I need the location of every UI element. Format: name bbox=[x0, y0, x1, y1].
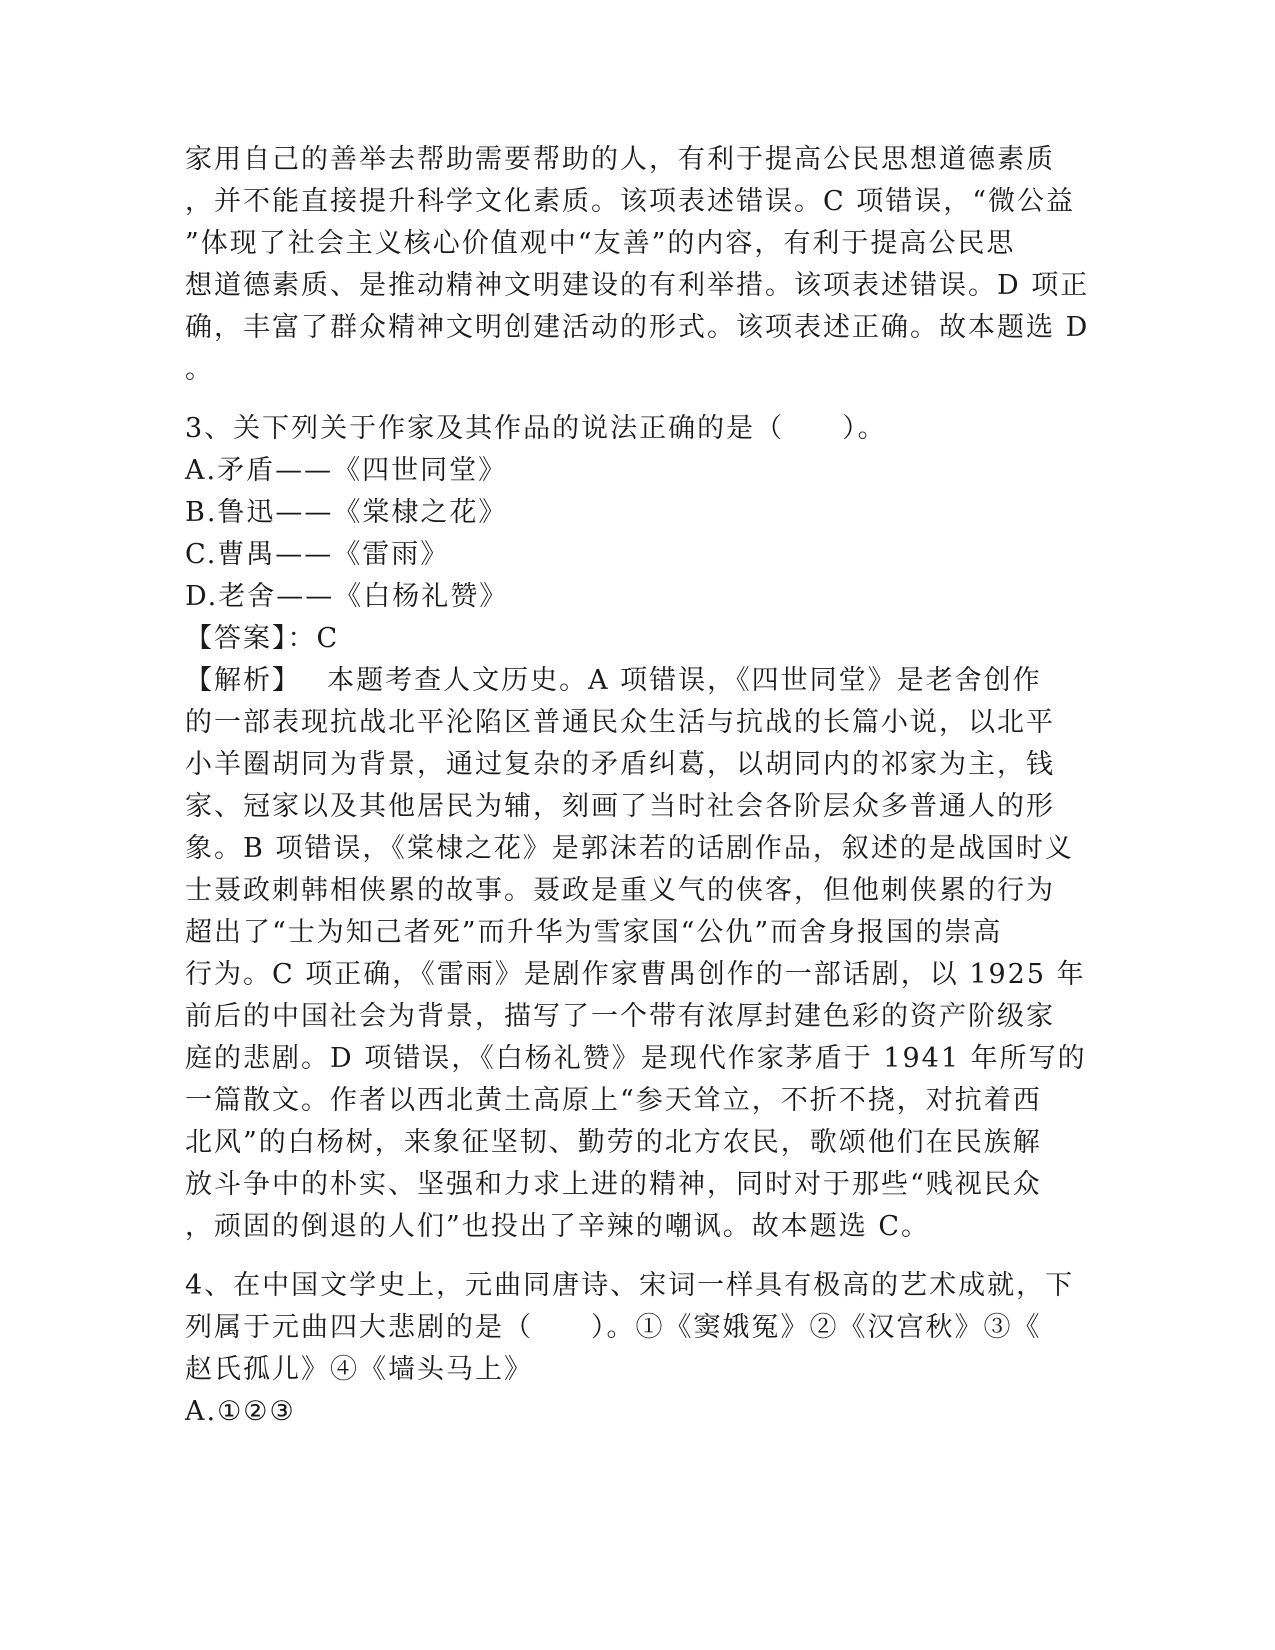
q3-option-c: C.曹禺——《雷雨》 bbox=[185, 539, 450, 570]
q4-stem-line-3: 赵氏孤儿》④《墙头马上》 bbox=[185, 1354, 533, 1385]
q3-explanation-line-8: 行为。C 项正确，《雷雨》是剧作家曹禺创作的一部话剧，以 1925 年 bbox=[185, 959, 1086, 990]
q2-explanation-line-4: 想道德素质、是推动精神文明建设的有利举措。该项表述错误。D 项正 bbox=[185, 270, 1090, 301]
q3-explanation-line-13: 放斗争中的朴实、坚强和力求上进的精神，同时对于那些“贱视民众 bbox=[185, 1169, 1042, 1200]
q4-stem-line-2: 列属于元曲四大悲剧的是（ ）。①《窦娥冤》②《汉宫秋》③《 bbox=[185, 1312, 1042, 1343]
q4-option-a: A.①②③ bbox=[185, 1396, 296, 1427]
q3-explanation-line-12: 北风”的白杨树，来象征坚韧、勤劳的北方农民，歌颂他们在民族解 bbox=[185, 1127, 1042, 1158]
q2-explanation-line-2: ，并不能直接提升科学文化素质。该项表述错误。C 项错误，“微公益 bbox=[185, 186, 1076, 217]
q2-explanation-line-5: 确，丰富了群众精神文明创建活动的形式。该项表述正确。故本题选 D bbox=[185, 312, 1090, 343]
q2-explanation-line-1: 家用自己的善举去帮助需要帮助的人，有利于提高公民思想道德素质 bbox=[185, 144, 1055, 175]
q3-explanation-line-11: 一篇散文。作者以西北黄土高原上“参天耸立，不折不挠，对抗着西 bbox=[185, 1085, 1042, 1116]
q3-explanation-line-4: 家、冠家以及其他居民为辅，刻画了当时社会各阶层众多普通人的形 bbox=[185, 791, 1055, 822]
q3-option-a: A.矛盾——《四世同堂》 bbox=[185, 455, 508, 486]
q3-explanation-line-5: 象。B 项错误，《棠棣之花》是郭沫若的话剧作品，叙述的是战国时义 bbox=[185, 833, 1074, 864]
q4-stem-line-1: 4、在中国文学史上，元曲同唐诗、宋词一样具有极高的艺术成就，下 bbox=[185, 1270, 1075, 1301]
q3-answer: 【答案】：C bbox=[185, 623, 340, 654]
q3-explanation-line-2: 的一部表现抗战北平沦陷区普通民众生活与抗战的长篇小说，以北平 bbox=[185, 707, 1055, 738]
q3-explanation-line-7: 超出了“士为知己者死”而升华为雪家国“公仇”而舍身报国的崇高 bbox=[185, 917, 1003, 948]
q3-option-b: B.鲁迅——《棠棣之花》 bbox=[185, 497, 508, 528]
q3-explanation-line-10: 庭的悲剧。D 项错误，《白杨礼赞》是现代作家茅盾于 1941 年所写的 bbox=[185, 1043, 1087, 1074]
q3-explanation-line-1: 【解析】 本题考查人文历史。A 项错误，《四世同堂》是老舍创作 bbox=[185, 665, 1042, 696]
q3-explanation-line-3: 小羊圈胡同为背景，通过复杂的矛盾纠葛，以胡同内的祁家为主，钱 bbox=[185, 749, 1055, 780]
q3-explanation-line-14: ，顽固的倒退的人们”也投出了辛辣的嘲讽。故本题选 C。 bbox=[185, 1211, 931, 1242]
q2-explanation-line-3: ”体现了社会主义核心价值观中“友善”的内容，有利于提高公民思 bbox=[185, 228, 1016, 259]
q3-explanation-line-6: 士聂政刺韩相侠累的故事。聂政是重义气的侠客，但他刺侠累的行为 bbox=[185, 875, 1055, 906]
q3-stem: 3、关下列关于作家及其作品的说法正确的是（ ）。 bbox=[185, 413, 887, 444]
q3-explanation-line-9: 前后的中国社会为背景，描写了一个带有浓厚封建色彩的资产阶级家 bbox=[185, 1001, 1055, 1032]
q2-explanation-line-6: 。 bbox=[185, 354, 214, 385]
q3-option-d: D.老舍——《白杨礼赞》 bbox=[185, 581, 509, 612]
